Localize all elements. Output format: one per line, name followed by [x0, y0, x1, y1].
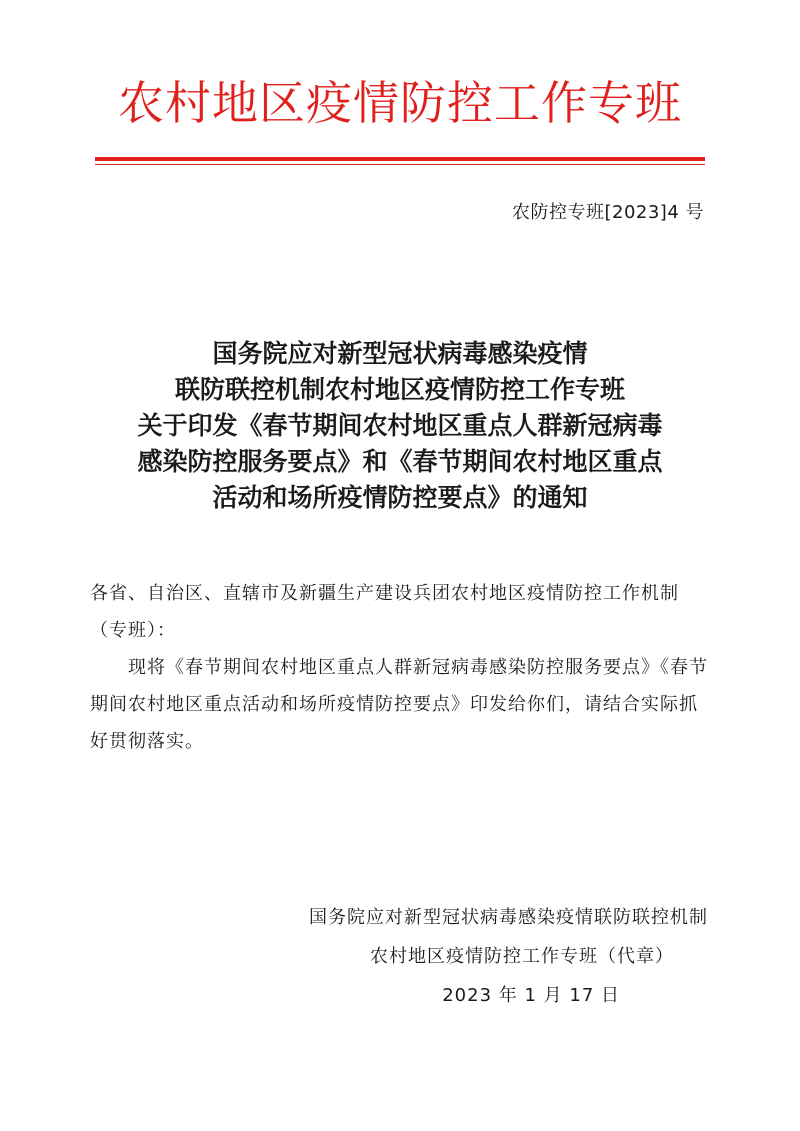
signature-date: 2023 年 1 月 17 日	[442, 985, 620, 1006]
masthead-title: 农村地区疫情防控工作专班	[118, 76, 682, 130]
document-number: 农防控专班[2023]4 号	[511, 202, 704, 223]
body-paragraph: 现将《春节期间农村地区重点人群新冠病毒感染防控服务要点》《春节期间农村地区重点活动和场所疫情防控要点》印发给你们，请结合实际抓好贯彻落实。	[90, 657, 708, 752]
title-line: 联防联控机制农村地区疫情防控工作专班	[174, 375, 625, 404]
document-title	[90, 336, 710, 516]
title-line: 国务院应对新型冠状病毒感染疫情	[212, 339, 588, 368]
recipients-line: 各省、自治区、直辖市及新疆生产建设兵团农村地区疫情防控工作机制（专班）：	[90, 583, 679, 641]
document-body	[90, 575, 710, 760]
title-line: 感染防控服务要点》和《春节期间农村地区重点	[137, 447, 663, 476]
signature-block	[309, 898, 708, 1015]
title-line: 活动和场所疫情防控要点》的通知	[212, 483, 588, 512]
signature-issuer: 国务院应对新型冠状病毒感染疫情联防联控机制	[309, 907, 708, 928]
masthead-rule-thick	[95, 157, 705, 161]
masthead-rule-thin	[95, 164, 705, 165]
title-line: 关于印发《春节期间农村地区重点人群新冠病毒	[137, 411, 663, 440]
signature-office: 农村地区疫情防控工作专班（代章）	[370, 946, 674, 967]
